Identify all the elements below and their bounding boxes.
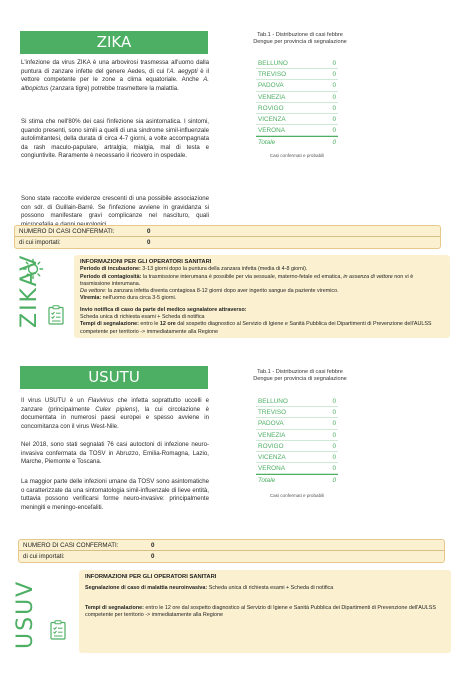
zika-title-banner xyxy=(20,31,208,54)
zika-province-table xyxy=(256,58,338,148)
province-value: 0 xyxy=(332,442,336,450)
province-value: 0 xyxy=(332,431,336,439)
table-row xyxy=(256,114,338,125)
zika-vector: Da vettore: la zanzara infetta diventa contagiosa 8-12 giorni dopo aver ingerito sangue da paziente viremico. xyxy=(80,288,339,295)
province-value: 0 xyxy=(332,104,336,112)
province-name: ROVIGO xyxy=(258,104,284,112)
table-row xyxy=(256,430,338,441)
usutu-cases-box xyxy=(18,539,445,563)
table-row xyxy=(256,58,338,69)
zika-info-heading: INFORMAZIONI PER GLI OPERATORI SANITARI xyxy=(80,259,212,265)
usutu-paragraph-1: Il virus USUTU è un Flavivirus che infetta soprattutto uccelli e zanzare (principalmente Culex pipiens), la cui circolazione è documentata in numerosi paesi europei e spesso avviene in concomitanza con il virus West-Nile. xyxy=(21,397,209,430)
zika-info-box xyxy=(74,255,450,338)
zika-paragraph-3: Sono state raccolte evidenze crescenti di una possibile associazione con sdr. di Guillain-Barré. Se l'infezione avviene in gravidanza si possono manifestare gravi complicanze nel nascituro, quali xyxy=(21,195,209,220)
table-row xyxy=(256,396,338,407)
province-name: VICENZA xyxy=(258,115,286,123)
usutu-info-box xyxy=(79,570,451,653)
province-value: 0 xyxy=(332,82,336,90)
total-label: Totale xyxy=(258,477,276,485)
clipboard-checklist-icon xyxy=(48,305,64,325)
province-value: 0 xyxy=(332,420,336,428)
table-total-row xyxy=(256,474,338,485)
usutu-timing: Tempi di segnalazione: entro le 12 ore dal sospetto diagnostico al Servizio di Igiene e Sanità Pubblica dei Dipartimenti di Prevenzione dell'AULSS competente per territorio -> immediatamente alla Regione xyxy=(85,604,436,618)
usutu-paragraph-2: Nel 2018, sono stati segnalati 76 casi autoctoni di infezione neuro-invasiva confermata da TOSV in Abruzzo, Emilia-Romagna, Lazio, Marche, Piemonte e Toscana. xyxy=(21,441,209,466)
usutu-info-heading: INFORMAZIONI PER GLI OPERATORI SANITARI xyxy=(85,574,217,580)
usutu-title: USUTU xyxy=(88,368,140,386)
zika-cases-label: NUMERO DI CASI CONFERMATI: xyxy=(19,228,115,235)
province-value: 0 xyxy=(332,60,336,67)
province-name: VENEZIA xyxy=(258,93,286,101)
table-total-row xyxy=(256,136,338,147)
table-row xyxy=(256,80,338,91)
total-value: 0 xyxy=(332,139,336,147)
province-value: 0 xyxy=(332,115,336,123)
zika-paragraph-2: Si stima che nell'80% dei casi l'infezione sia asintomatica. I sintomi, quando presenti, sono simili a quelli di una sindrome simil-influenzale autolimitantesi, della durata di circa 4-7 giorni, a volte accompagnata da rash maculo-papulare, artralgia, mialgia, mal di testa e congiuntivite. Raramente è necessario il ricovero in ospedale. xyxy=(21,118,209,160)
zika-incubation: Periodo di incubazione: 3-13 giorni dopo la puntura della zanzara infetta (media di 4-8 giorni). xyxy=(80,266,308,273)
zika-notify-text: Scheda unica di richiesta esami + Scheda di notifica xyxy=(80,314,205,321)
zika-contagion: Periodo di contagiosità: la trasmissione interumana è possibile per via sessuale, materno-fetale ed ematica, in assenza di vettore non vi è trasmissione interumana. xyxy=(80,273,414,287)
usutu-cases-label: NUMERO DI CASI CONFERMATI: xyxy=(23,542,119,549)
zika-title: ZIKA xyxy=(96,33,132,51)
zika-viremia: Viremia: nell'uomo dura circa 3-5 giorni. xyxy=(80,295,177,302)
province-value: 0 xyxy=(332,398,336,405)
table-row xyxy=(256,92,338,103)
table-row xyxy=(256,463,338,474)
table-row xyxy=(256,418,338,429)
table-row xyxy=(256,441,338,452)
table-row xyxy=(256,407,338,418)
zika-paragraph-1: L'infezione da virus ZIKA è una arbovirosi trasmessa all'uomo dalla puntura di zanzare infette del genere Aedes, di cui l'A. aegypti è il vettore competente per le zone a clima equatoriale. Anche A. albopictus (zanzara tigre) potrebbe trasmettere la malattia. xyxy=(21,59,209,92)
zika-vertical-word: ZIKAV xyxy=(17,253,42,328)
table-row xyxy=(256,125,338,136)
province-name: VERONA xyxy=(258,465,285,473)
province-name: TREVISO xyxy=(258,71,287,79)
total-value: 0 xyxy=(332,477,336,485)
total-label: Totale xyxy=(258,139,276,147)
zika-imported-label: di cui importati: xyxy=(19,239,61,246)
table-row xyxy=(256,452,338,463)
usutu-paragraph-3: La maggior parte delle infezioni umane da TOSV sono asintomatiche o caratterizzate da una sintomatologia simil-influenzale di lieve entità, tuttavia possono verificarsi forme neuro-invasive: principalmente meningiti e meningo-encefaliti. xyxy=(21,478,209,511)
province-value: 0 xyxy=(332,71,336,79)
zika-timing: Tempi di segnalazione: entro le 12 ore dal sospetto diagnostico al Servizio di Igiene e Sanità Pubblica dei Dipartimenti di Prevenzione dell'AULSS competente per territorio -> immediatamente alla Regione xyxy=(80,321,432,335)
province-name: PADOVA xyxy=(258,420,284,428)
table-row xyxy=(256,103,338,114)
usutu-table-caption: Tab.1 - Distribuzione di casi febbre Dengue per provincia di segnalazione xyxy=(253,369,347,382)
usutu-title-banner xyxy=(20,366,208,389)
usutu-notify: Segnalazione di caso di malattia neuroinvasiva: Scheda unica di richiesta esami + Scheda di notifica xyxy=(85,585,334,592)
usutu-vertical-word: USUV xyxy=(13,579,38,649)
clipboard-checklist-icon xyxy=(50,620,66,640)
usutu-imported-value: 0 xyxy=(151,553,155,560)
province-value: 0 xyxy=(332,465,336,473)
zika-cases-value: 0 xyxy=(147,228,151,235)
usutu-province-table xyxy=(256,396,338,486)
province-name: BELLUNO xyxy=(258,60,288,67)
province-name: BELLUNO xyxy=(258,398,288,405)
province-name: VERONA xyxy=(258,127,285,135)
zika-imported-value: 0 xyxy=(147,239,151,246)
usutu-table-note: Casi confermati e probabili xyxy=(269,493,325,498)
province-name: VICENZA xyxy=(258,453,286,461)
province-value: 0 xyxy=(332,453,336,461)
table-row xyxy=(256,69,338,80)
usutu-cases-value: 0 xyxy=(151,542,155,549)
zika-table-caption: Tab.1 - Distribuzione di casi febbre Dengue per provincia di segnalazione xyxy=(253,32,347,45)
province-value: 0 xyxy=(332,127,336,135)
province-value: 0 xyxy=(332,409,336,417)
zika-table-note: Casi confermati e probabili xyxy=(269,153,325,158)
zika-cases-box xyxy=(14,225,441,249)
usutu-imported-label: di cui importati: xyxy=(23,553,65,560)
province-name: VENEZIA xyxy=(258,431,286,439)
province-value: 0 xyxy=(332,93,336,101)
province-name: TREVISO xyxy=(258,409,287,417)
province-name: PADOVA xyxy=(258,82,284,90)
province-name: ROVIGO xyxy=(258,442,284,450)
zika-notify-heading: Invio notifica di caso da parte del medico segnalatore attraverso: xyxy=(80,306,247,313)
